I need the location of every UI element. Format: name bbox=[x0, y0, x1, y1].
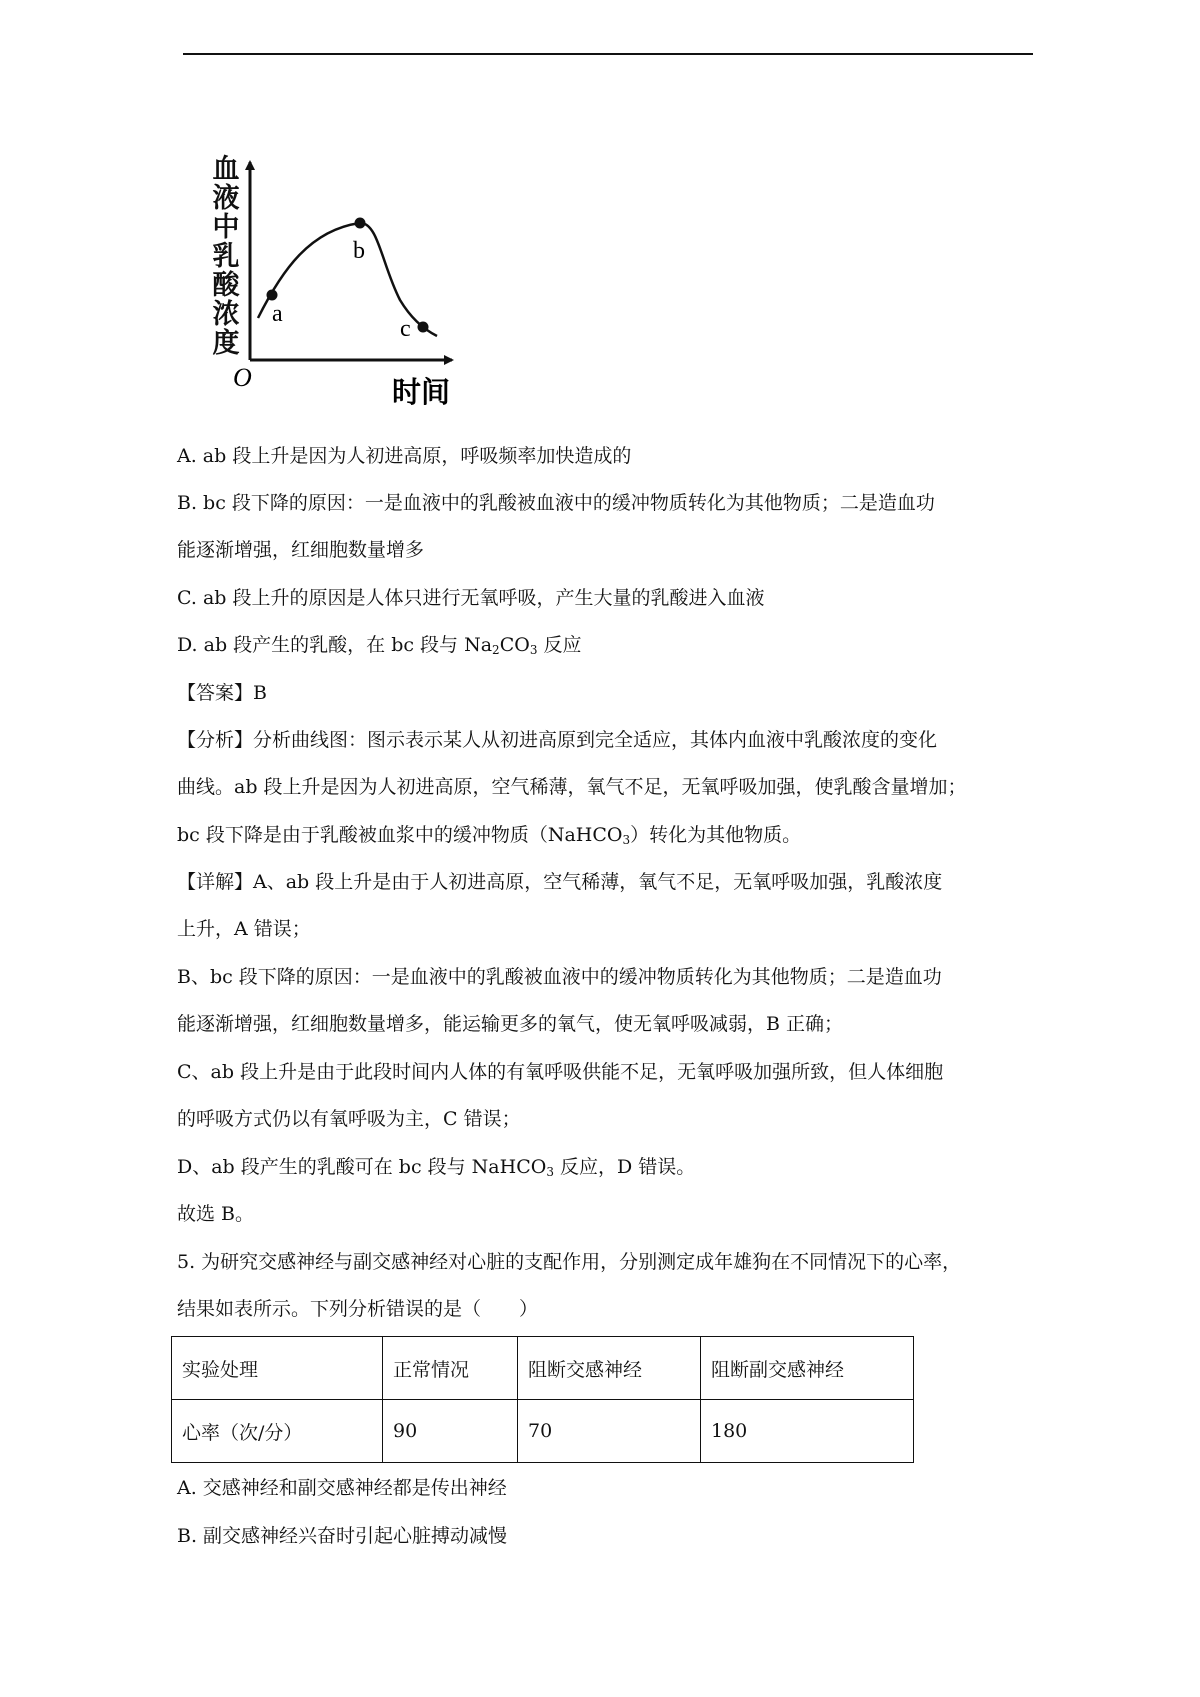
table-header-cell: 阻断副交感神经 bbox=[701, 1337, 914, 1400]
option-c: C. ab 段上升的原因是人体只进行无氧呼吸，产生大量的乳酸进入血液 bbox=[177, 587, 765, 609]
table-header-cell: 实验处理 bbox=[172, 1337, 383, 1400]
table-header-cell: 阻断交感神经 bbox=[518, 1337, 701, 1400]
q5-option-b: B. 副交感神经兴奋时引起心脏搏动减慢 bbox=[177, 1525, 508, 1547]
y-axis-label: 血液中乳酸浓度 bbox=[212, 154, 240, 359]
table-header-row bbox=[172, 1337, 914, 1400]
point-a-label: a bbox=[272, 301, 283, 327]
origin-label: O bbox=[233, 363, 252, 392]
option-d: D. ab 段产生的乳酸，在 bc 段与 $Na_2CO_3$ 反应 bbox=[177, 634, 582, 657]
point-b bbox=[355, 218, 366, 229]
point-a bbox=[267, 290, 278, 301]
point-c bbox=[418, 322, 429, 333]
detail-line-d: D、ab 段产生的乳酸可在 bc 段与 NaHCO$_3$ 反应，D 错误。 bbox=[177, 1156, 696, 1179]
table-cell: 心率（次/分） bbox=[172, 1400, 383, 1463]
conclusion: 故选 B。 bbox=[177, 1203, 255, 1225]
table-cell: 70 bbox=[518, 1400, 701, 1463]
table-cell: 180 bbox=[701, 1400, 914, 1463]
option-b-line1: B. bc 段下降的原因：一是血液中的乳酸被血液中的缓冲物质转化为其他物质；二是造血功 bbox=[177, 492, 935, 514]
detail-line6: 的呼吸方式仍以有氧呼吸为主，C 错误； bbox=[177, 1108, 521, 1130]
point-c-label: c bbox=[400, 316, 411, 342]
detail-line2: 上升，A 错误； bbox=[177, 918, 311, 940]
detail-line4: 能逐渐增强，红细胞数量增多，能运输更多的氧气，使无氧呼吸减弱，B 正确； bbox=[177, 1013, 844, 1035]
point-b-label: b bbox=[353, 238, 365, 264]
question5-line2: 结果如表所示。下列分析错误的是（ ） bbox=[177, 1298, 539, 1320]
detail-line1: 【详解】A、ab 段上升是由于人初进高原，空气稀薄，氧气不足，无氧呼吸加强，乳酸浓度 bbox=[177, 871, 943, 893]
detail-line5: C、ab 段上升是由于此段时间内人体的有氧呼吸供能不足，无氧呼吸加强所致，但人体细胞 bbox=[177, 1061, 944, 1083]
analysis-line2: 曲线。ab 段上升是因为人初进高原，空气稀薄，氧气不足，无氧呼吸加强，使乳酸含量增加； bbox=[177, 776, 967, 798]
header-rule bbox=[183, 53, 1033, 55]
option-b-line2: 能逐渐增强，红细胞数量增多 bbox=[177, 539, 425, 561]
table-cell: 90 bbox=[383, 1400, 518, 1463]
q5-option-a: A. 交感神经和副交感神经都是传出神经 bbox=[177, 1477, 507, 1499]
table-row bbox=[172, 1400, 914, 1463]
analysis-line3: bc 段下降是由于乳酸被血浆中的缓冲物质（NaHCO$_3$）转化为其他物质。 bbox=[177, 824, 802, 847]
analysis-line1: 【分析】分析曲线图：图示表示某人从初进高原到完全适应，其体内血液中乳酸浓度的变化 bbox=[177, 729, 938, 751]
question5-line1: 5. 为研究交感神经与副交感神经对心脏的支配作用，分别测定成年雄狗在不同情况下的心率， bbox=[177, 1251, 962, 1273]
answer: 【答案】B bbox=[177, 682, 267, 704]
heart-rate-table bbox=[171, 1336, 914, 1463]
detail-line3: B、bc 段下降的原因：一是血液中的乳酸被血液中的缓冲物质转化为其他物质；二是造血功 bbox=[177, 966, 942, 988]
x-axis-label: 时间 bbox=[392, 375, 451, 409]
option-a: A. ab 段上升是因为人初进高原，呼吸频率加快造成的 bbox=[177, 445, 632, 467]
table-header-cell: 正常情况 bbox=[383, 1337, 518, 1400]
